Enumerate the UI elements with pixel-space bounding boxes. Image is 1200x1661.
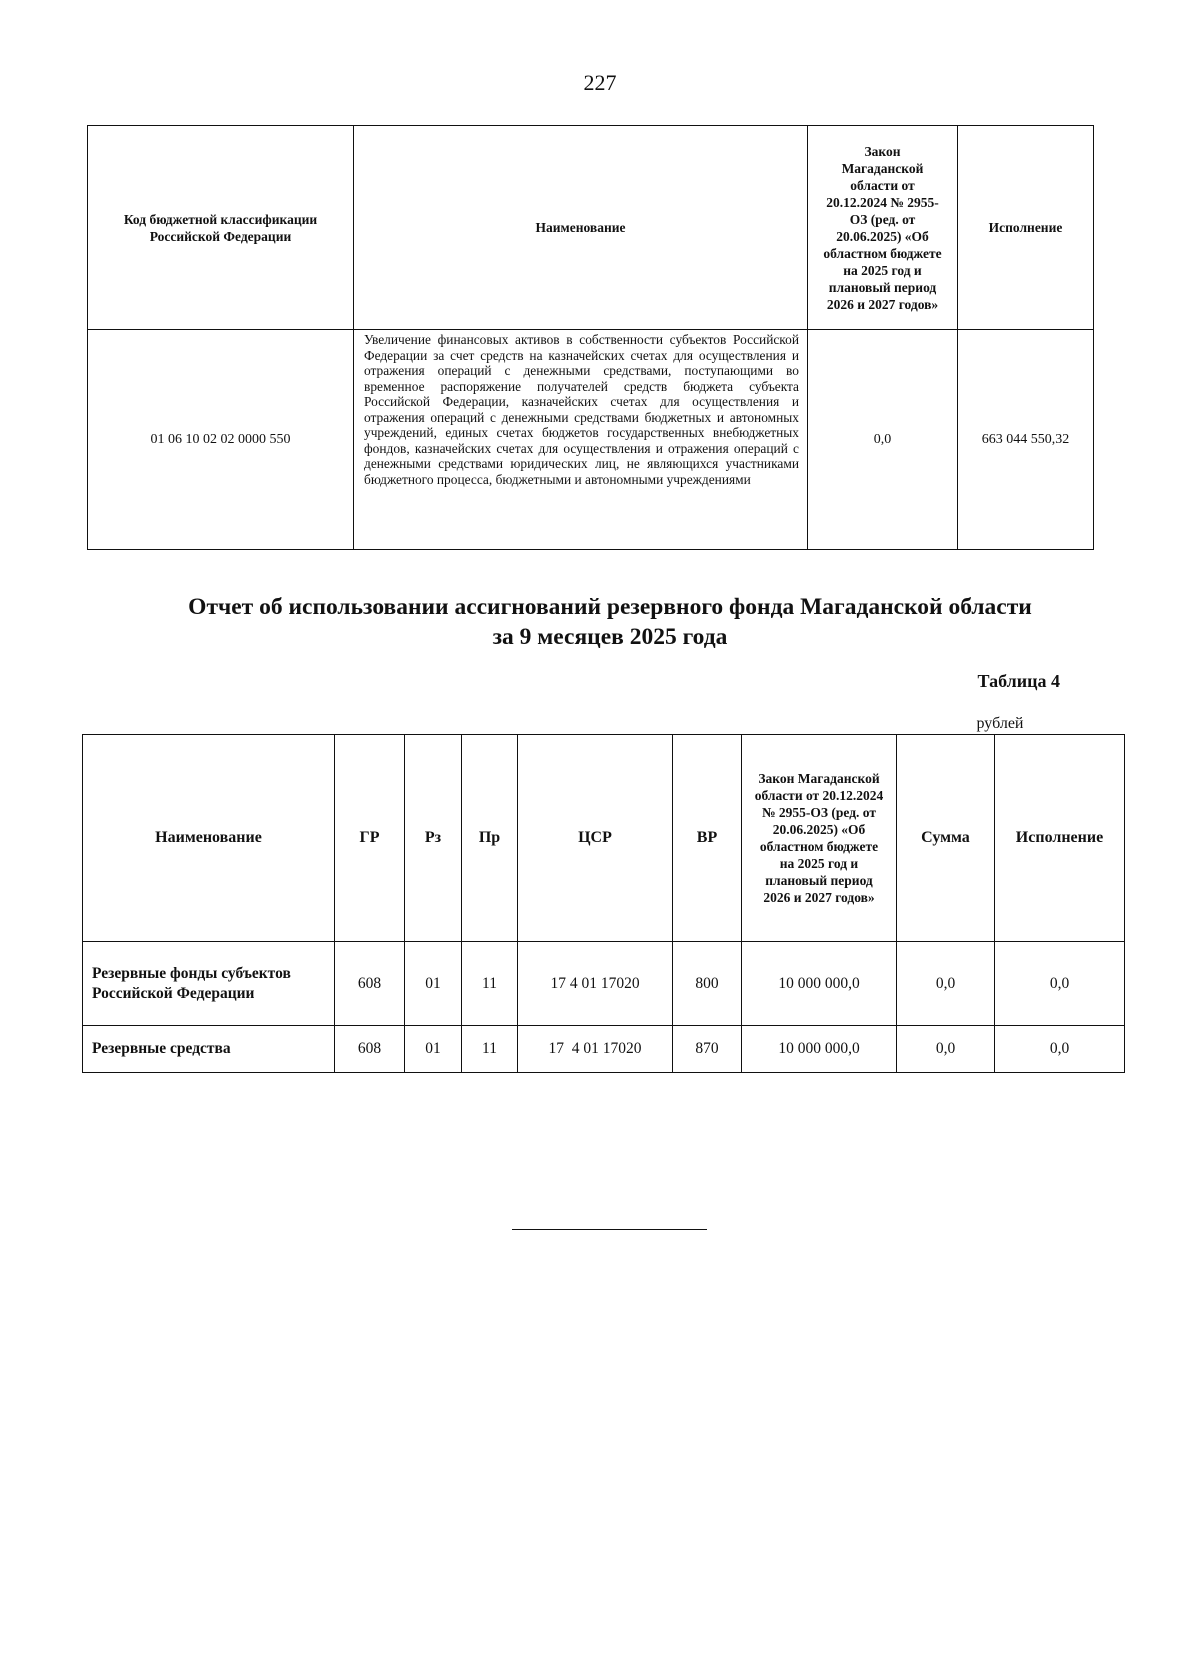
header-vr: ВР — [673, 735, 742, 942]
row-name: Увеличение финансовых активов в собственности субъектов Российской Федерации за счет средств на казначейских счетах для осуществления и отражения операций с денежными средствами, поступающими во временное распоряжение получателей средств бюджета субъекта Российской Федерации, казначейских счетах для осуществления и отражения операций с денежными средствами бюджетных и автономных учреждений, единых счетах бюджетов государственных внебюджетных фондов, казначейских счетах для осуществления и отражения операций с денежными средствами юридических лиц, не являющихся участниками бюджетного процесса, бюджетными и автономными учреждениями — [354, 330, 808, 550]
header-code: Код бюджетной классификации Российской Федерации — [88, 126, 354, 330]
row-csr: 17 4 01 17020 — [518, 942, 673, 1026]
row-rz: 01 — [405, 942, 462, 1026]
row-law: 0,0 — [808, 330, 958, 550]
row-gr: 608 — [335, 1026, 405, 1073]
header-execution: Исполнение — [995, 735, 1125, 942]
header-law: Закон Магаданской области от 20.12.2024 № 2955-ОЗ (ред. от 20.06.2025) «Об областном бюджете на 2025 год и плановый период 2026 и 2027 годов» — [808, 126, 958, 330]
header-name: Наименование — [83, 735, 335, 942]
table-row — [88, 330, 1094, 550]
row-execution: 0,0 — [995, 942, 1125, 1026]
row-csr: 17 4 01 17020 — [518, 1026, 673, 1073]
row-pr: 11 — [462, 942, 518, 1026]
row-name: Резервные фонды субъектов Российской Федерации — [83, 942, 335, 1026]
table-row — [83, 1026, 1125, 1073]
table-row — [83, 942, 1125, 1026]
page-number: 227 — [583, 70, 617, 95]
reserve-fund-table — [82, 734, 1125, 1073]
sources-table — [87, 125, 1094, 550]
table-caption: Таблица 4 — [977, 671, 1060, 691]
header-gr: ГР — [335, 735, 405, 942]
header-rz: Рз — [405, 735, 462, 942]
header-law: Закон Магаданской области от 20.12.2024 № 2955-ОЗ (ред. от 20.06.2025) «Об областном бюджете на 2025 год и плановый период 2026 и 2027 годов» — [742, 735, 897, 942]
header-sum: Сумма — [897, 735, 995, 942]
sources-table-header — [88, 126, 1094, 330]
row-rz: 01 — [405, 1026, 462, 1073]
header-name: Наименование — [354, 126, 808, 330]
report-title-line1: Отчет об использовании ассигнований резервного фонда Магаданской области — [188, 594, 1032, 620]
row-execution: 0,0 — [995, 1026, 1125, 1073]
row-pr: 11 — [462, 1026, 518, 1073]
end-divider — [512, 1229, 707, 1230]
row-vr: 800 — [673, 942, 742, 1026]
row-name: Резервные средства — [83, 1026, 335, 1073]
header-csr: ЦСР — [518, 735, 673, 942]
row-law: 10 000 000,0 — [742, 942, 897, 1026]
units-label: рублей — [976, 715, 1024, 732]
row-law: 10 000 000,0 — [742, 1026, 897, 1073]
report-title — [80, 592, 1140, 652]
row-gr: 608 — [335, 942, 405, 1026]
report-title-line2: за 9 месяцев 2025 года — [492, 624, 728, 650]
reserve-table-header — [83, 735, 1125, 942]
row-sum: 0,0 — [897, 1026, 995, 1073]
row-code: 01 06 10 02 02 0000 550 — [88, 330, 354, 550]
row-sum: 0,0 — [897, 942, 995, 1026]
header-pr: Пр — [462, 735, 518, 942]
row-execution: 663 044 550,32 — [958, 330, 1094, 550]
header-execution: Исполнение — [958, 126, 1094, 330]
row-vr: 870 — [673, 1026, 742, 1073]
